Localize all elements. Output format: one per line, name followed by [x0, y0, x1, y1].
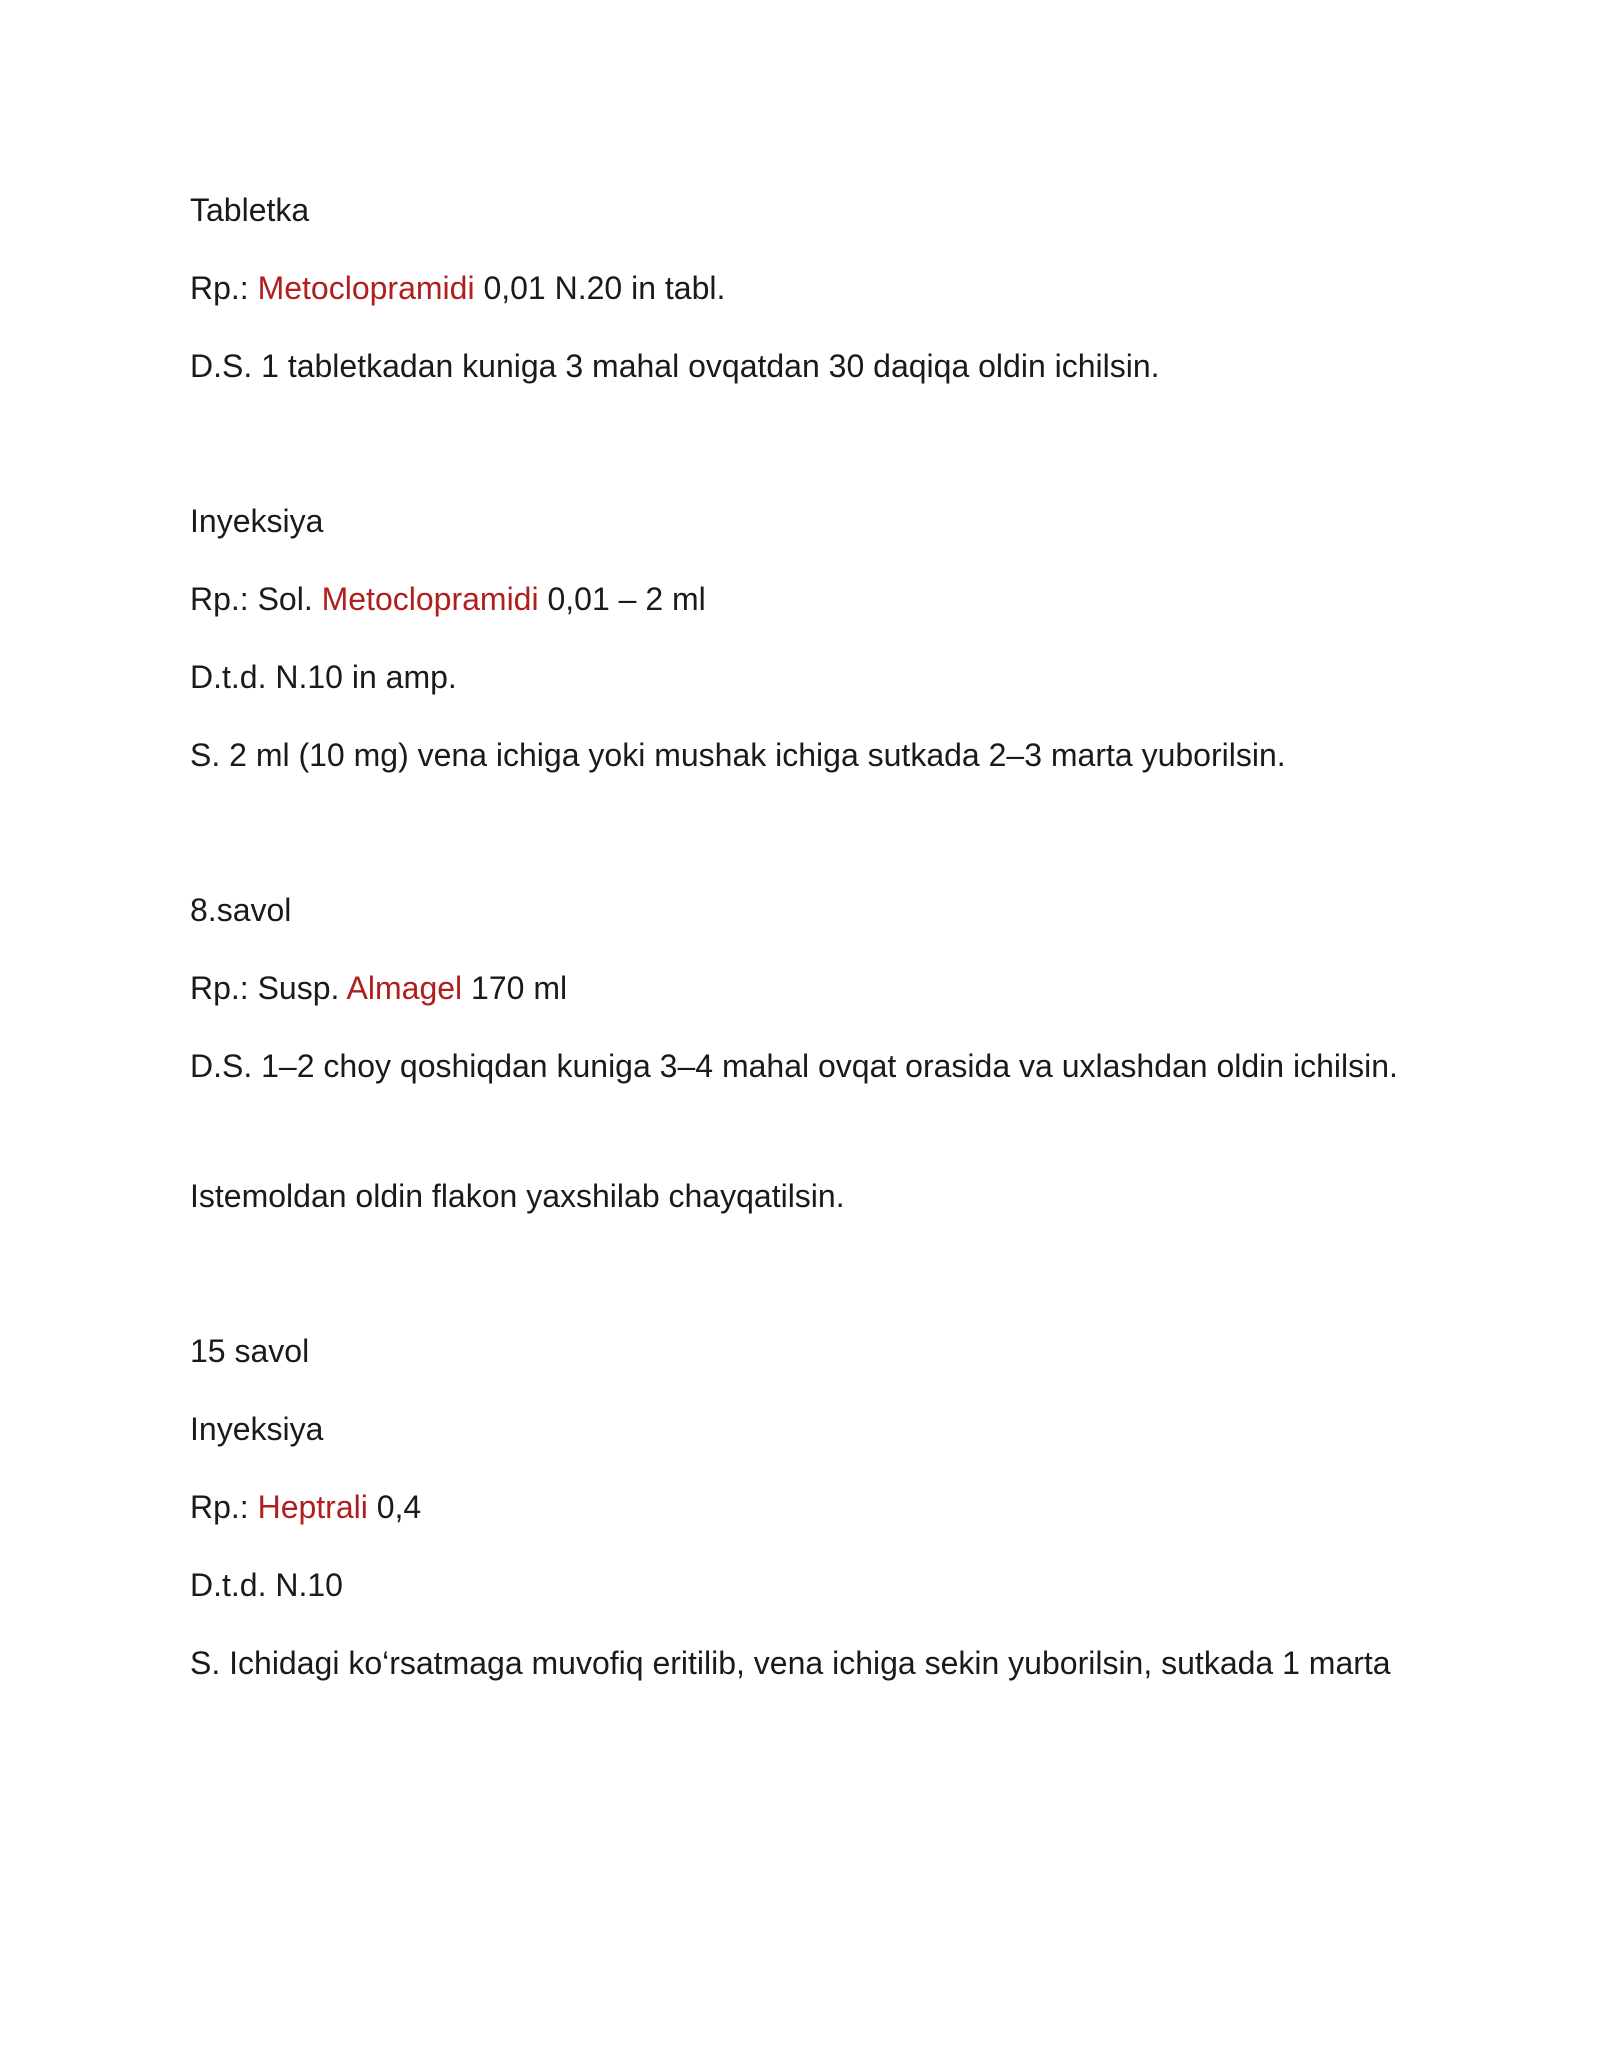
section-heading-inyeksiya: Inyeksiya: [190, 503, 324, 539]
signature-line-savol15: S. Ichidagi ko‘rsatmaga muvofiq eritilib, vena ichiga sekin yuborilsin, sutkada 1 marta: [190, 1645, 1391, 1681]
rp-suffix: 0,01 N.20 in tabl.: [474, 270, 726, 306]
signature-line-tabletka: D.S. 1 tabletkadan kuniga 3 mahal ovqatdan 30 daqiqa oldin ichilsin.: [190, 348, 1160, 384]
rp-suffix: 170 ml: [462, 970, 568, 1006]
section-heading-savol15: 15 savol: [190, 1333, 310, 1369]
prescription-line-inyeksiya: [190, 573, 1420, 625]
section-heading-tabletka: Tabletka: [190, 192, 310, 228]
prescription-line-savol8: [190, 962, 1420, 1014]
drug-name: Metoclopramidi: [321, 581, 539, 617]
signature-line-inyeksiya: S. 2 ml (10 mg) vena ichiga yoki mushak ichiga sutkada 2–3 marta yuborilsin.: [190, 737, 1286, 773]
rp-prefix: Rp.:: [190, 1489, 258, 1525]
section-heading-savol8: 8.savol: [190, 892, 292, 928]
rp-prefix: Rp.: Susp.: [190, 970, 347, 1006]
signature-line-savol8: D.S. 1–2 choy qoshiqdan kuniga 3–4 mahal ovqat orasida va uxlashdan oldin ichilsin.: [190, 1048, 1398, 1084]
subheading-inyeksiya-savol15: Inyeksiya: [190, 1411, 324, 1447]
prescription-line-savol15: [190, 1481, 1420, 1533]
drug-name: Heptrali: [257, 1489, 368, 1525]
note-line-savol8: Istemoldan oldin flakon yaxshilab chayqatilsin.: [190, 1178, 845, 1214]
dtd-line-savol15: D.t.d. N.10: [190, 1567, 343, 1603]
rp-prefix: Rp.: Sol.: [190, 581, 322, 617]
drug-name: Metoclopramidi: [257, 270, 475, 306]
rp-suffix: 0,4: [367, 1489, 422, 1525]
dtd-line-inyeksiya: D.t.d. N.10 in amp.: [190, 659, 457, 695]
rp-suffix: 0,01 – 2 ml: [538, 581, 706, 617]
drug-name: Almagel: [346, 970, 463, 1006]
prescription-line-tabletka: [190, 262, 1420, 314]
rp-prefix: Rp.:: [190, 270, 258, 306]
